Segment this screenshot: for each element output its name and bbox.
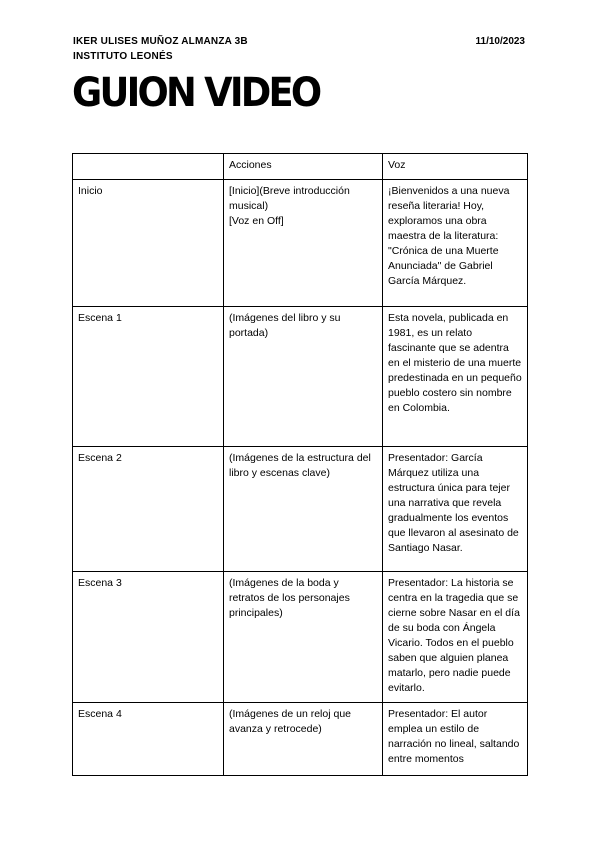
column-header-scene — [73, 154, 224, 180]
student-name: IKER ULISES MUÑOZ ALMANZA 3B — [73, 36, 248, 47]
voice-cell: Esta novela, publicada en 1981, es un relato fascinante que se adentra en el misterio de una muerte predestinada en un pequeño pueblo costero sin nombre en Colombia. — [383, 307, 528, 447]
table-header-row — [73, 154, 528, 180]
scene-cell: Escena 4 — [73, 703, 224, 776]
page-title: GUION VIDEO — [72, 70, 320, 116]
voice-cell: Presentador: El autor emplea un estilo de narración no lineal, saltando entre momentos — [383, 703, 528, 776]
table-row — [73, 703, 528, 776]
table-row — [73, 180, 528, 307]
actions-cell: (Imágenes del libro y su portada) — [224, 307, 383, 447]
scene-cell: Inicio — [73, 180, 224, 307]
scene-cell: Escena 1 — [73, 307, 224, 447]
voice-cell: Presentador: García Márquez utiliza una estructura única para tejer una narrativa que revela gradualmente los eventos que llevaron al asesinato de Santiago Nasar. — [383, 447, 528, 572]
script-table — [72, 153, 528, 776]
actions-cell: (Imágenes de la estructura del libro y escenas clave) — [224, 447, 383, 572]
column-header-voice: Voz — [383, 154, 528, 180]
table-row — [73, 447, 528, 572]
table-row — [73, 307, 528, 447]
column-header-actions: Acciones — [224, 154, 383, 180]
scene-cell: Escena 3 — [73, 572, 224, 703]
table-row — [73, 572, 528, 703]
actions-cell: [Inicio](Breve introducción musical) [Voz en Off] — [224, 180, 383, 307]
voice-cell: ¡Bienvenidos a una nueva reseña literaria! Hoy, exploramos una obra maestra de la literatura: "Crónica de una Muerte Anunciada" de Gabriel García Márquez. — [383, 180, 528, 307]
scene-cell: Escena 2 — [73, 447, 224, 572]
voice-cell: Presentador: La historia se centra en la tragedia que se cierne sobre Nasar en el día de su boda con Ángela Vicario. Todos en el pueblo saben que alguien planea matarlo, pero nadie puede evitarlo. — [383, 572, 528, 703]
document-date: 11/10/2023 — [475, 36, 525, 47]
actions-cell: (Imágenes de la boda y retratos de los personajes principales) — [224, 572, 383, 703]
school-name: INSTITUTO LEONÉS — [73, 51, 173, 62]
actions-cell: (Imágenes de un reloj que avanza y retrocede) — [224, 703, 383, 776]
